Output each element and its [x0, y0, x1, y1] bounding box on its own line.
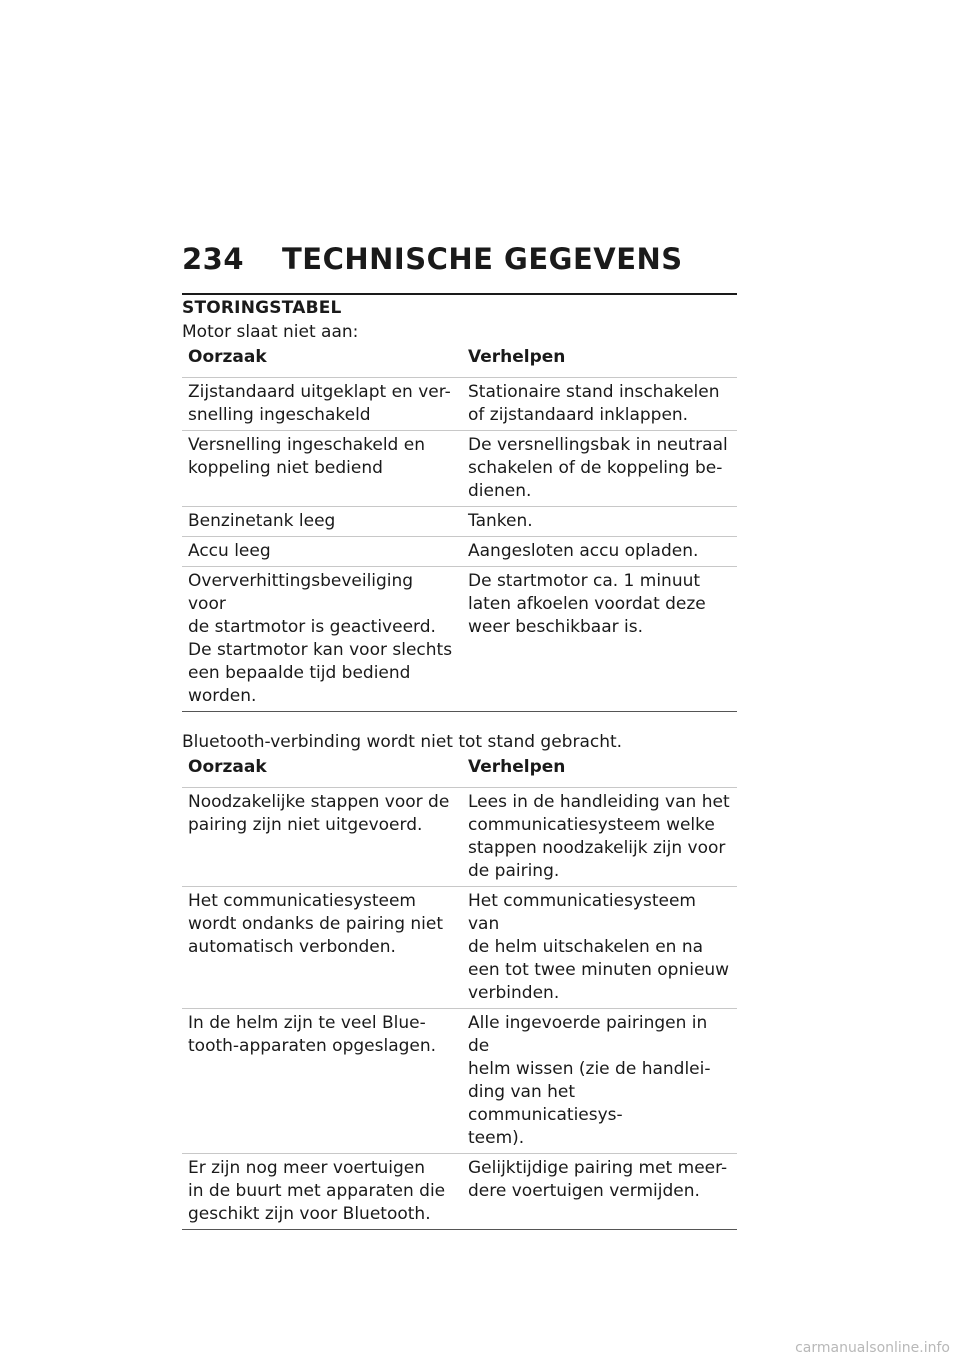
cause-cell: Versnelling ingeschakeld en koppeling niet bediend	[182, 431, 462, 507]
table-body	[182, 788, 737, 1230]
remedy-cell: De versnellingsbak in neutraal schakelen of de koppeling be- dienen.	[462, 431, 737, 507]
cause-cell: Noodzakelijke stappen voor de pairing zijn niet uitgevoerd.	[182, 788, 462, 887]
cause-cell: Het communicatiesysteem wordt ondanks de pairing niet automatisch verbonden.	[182, 887, 462, 1009]
column-header-cause: Oorzaak	[182, 756, 462, 788]
remedy-cell: Aangesloten accu opladen.	[462, 537, 737, 567]
remedy-cell: Het communicatiesysteem van de helm uitschakelen en na een tot twee minuten opnieuw verbinden.	[462, 887, 737, 1009]
column-header-remedy: Verhelpen	[462, 756, 737, 788]
page-number: 234	[182, 242, 245, 276]
remedy-cell: Lees in de handleiding van het communicatiesysteem welke stappen noodzakelijk zijn voor de pairing.	[462, 788, 737, 887]
table-1-intro: Motor slaat niet aan:	[182, 322, 359, 342]
remedy-cell: Gelijktijdige pairing met meer- dere voertuigen vermijden.	[462, 1154, 737, 1230]
cause-cell: Zijstandaard uitgeklapt en ver- snelling ingeschakeld	[182, 378, 462, 431]
remedy-cell: De startmotor ca. 1 minuut laten afkoelen voordat deze weer beschikbaar is.	[462, 567, 737, 712]
cause-cell: In de helm zijn te veel Blue- tooth-apparaten opgeslagen.	[182, 1009, 462, 1154]
cause-cell: Accu leeg	[182, 537, 462, 567]
chapter-title: TECHNISCHE GEGEVENS	[282, 242, 683, 276]
remedy-cell: Alle ingevoerde pairingen in de helm wissen (zie de handlei- ding van het communicatiesys- teem).	[462, 1009, 737, 1154]
watermark: carmanualsonline.info	[795, 1340, 950, 1356]
cause-cell: Benzinetank leeg	[182, 507, 462, 537]
table-2-intro: Bluetooth-verbinding wordt niet tot stand gebracht.	[182, 732, 623, 752]
cause-cell: Oververhittingsbeveiliging voor de startmotor is geactiveerd. De startmotor kan voor slechts een bepaalde tijd bediend worden.	[182, 567, 462, 712]
table-row	[182, 431, 737, 507]
table-row	[182, 788, 737, 887]
section-title: STORINGSTABEL	[182, 298, 342, 318]
table-row	[182, 1154, 737, 1230]
title-rule	[182, 293, 737, 295]
table-row	[182, 537, 737, 567]
column-header-cause: Oorzaak	[182, 346, 462, 378]
table-row	[182, 567, 737, 712]
table-row	[182, 1009, 737, 1154]
table-row	[182, 378, 737, 431]
column-header-remedy: Verhelpen	[462, 346, 737, 378]
fault-table-engine	[182, 346, 737, 712]
fault-table-bluetooth	[182, 756, 737, 1230]
remedy-cell: Stationaire stand inschakelen of zijstandaard inklappen.	[462, 378, 737, 431]
cause-cell: Er zijn nog meer voertuigen in de buurt met apparaten die geschikt zijn voor Bluetooth.	[182, 1154, 462, 1230]
remedy-cell: Tanken.	[462, 507, 737, 537]
page-heading	[182, 242, 742, 276]
table-body	[182, 378, 737, 712]
table-row	[182, 887, 737, 1009]
table-row	[182, 507, 737, 537]
